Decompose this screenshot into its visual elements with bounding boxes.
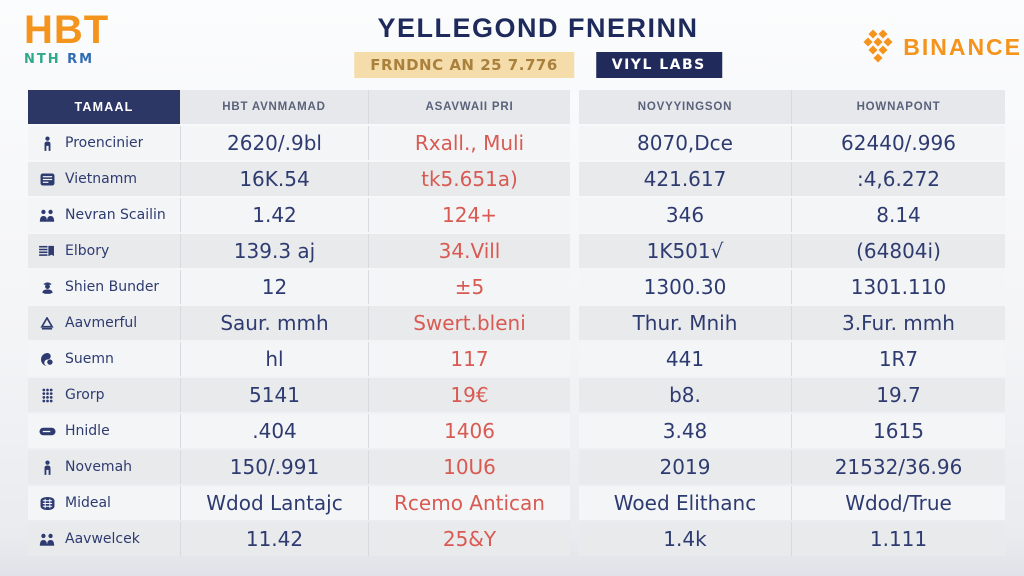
row-label-cell [28,306,180,340]
value-cell: Woed Elithanc [579,486,791,520]
row-label-cell [28,126,180,160]
value-cell-highlight: 117 [368,342,570,376]
value-cell-highlight: Rcemo Antican [368,486,570,520]
dots-grid-icon [38,388,56,403]
row-label-cell [28,234,180,268]
person-icon [38,460,56,475]
page-title: YELLEGOND FNERINN [377,13,699,43]
globe-grid-icon [38,497,56,510]
value-cell: 1R7 [791,342,1005,376]
row-label-cell [28,414,180,448]
scale-icon [38,317,56,330]
binance-logo [861,28,1022,66]
comparison-tables [28,90,1005,556]
value-cell: 2019 [579,450,791,484]
title-block [354,13,722,78]
row-label-cell [28,162,180,196]
value-cell: 441 [579,342,791,376]
value-cell: 3.Fur. mmh [791,306,1005,340]
value-cell: Wdod/True [791,486,1005,520]
value-cell: :4,6.272 [791,162,1005,196]
value-cell: 1.111 [791,522,1005,556]
row-label: Suemn [65,351,114,367]
value-cell: 346 [579,198,791,232]
value-cell: 11.42 [180,522,368,556]
column-header-asavwaii-pri: ASAVWAII PRI [368,90,570,124]
binance-diamond-icon [861,28,895,66]
value-cell: 1.42 [180,198,368,232]
value-cell: 139.3 aj [180,234,368,268]
column-header-hbt-avnmamad: HBT AVNMAMAD [180,90,368,124]
row-label-cell [28,450,180,484]
value-cell: 1.4k [579,522,791,556]
row-label: Novemah [65,459,133,475]
column-header-novyyingson: NOVYYINGSON [579,90,791,124]
value-cell: 1615 [791,414,1005,448]
value-cell-highlight: 34.Vill [368,234,570,268]
value-cell: 8.14 [791,198,1005,232]
card-icon [38,173,56,186]
row-label: Aavmerful [65,315,138,331]
binance-logo-text: BINANCE [903,33,1022,60]
person-icon [38,136,56,151]
row-label: Shien Bunder [65,279,160,295]
column-header-hownapont: HOWNAPONT [791,90,1005,124]
value-cell-highlight: tk5.651a) [368,162,570,196]
value-cell: 1301.110 [791,270,1005,304]
value-cell: 8070,Dce [579,126,791,160]
value-cell-highlight: 19€ [368,378,570,412]
right-table [579,90,1005,556]
row-label-cell [28,486,180,520]
hbt-logo-subtext-teal: NTH [24,52,68,67]
badge-row [354,52,722,78]
people-icon [38,533,56,546]
left-table [28,90,570,556]
row-label: Grorp [65,387,105,403]
value-cell: 150/.991 [180,450,368,484]
value-cell: 19.7 [791,378,1005,412]
row-label-cell [28,342,180,376]
bust-icon [38,281,56,294]
value-cell-highlight: 124+ [368,198,570,232]
people-icon [38,209,56,222]
value-cell: hl [180,342,368,376]
value-cell-highlight: ±5 [368,270,570,304]
value-cell: 2620/.9bl [180,126,368,160]
value-cell: 16K.54 [180,162,368,196]
value-cell: 421.617 [579,162,791,196]
hbt-logo [24,10,109,66]
value-cell: 12 [180,270,368,304]
hbt-logo-text: HBT [24,8,110,52]
value-cell: .404 [180,414,368,448]
row-label: Nevran Scailin [65,207,166,223]
value-cell: 5141 [180,378,368,412]
row-label: Hnidle [65,423,110,439]
row-label-cell [28,198,180,232]
hbt-logo-subtext [24,53,109,66]
value-cell: 3.48 [579,414,791,448]
row-label: Aavwelcek [65,531,140,547]
row-label-cell [28,378,180,412]
value-cell: Wdod Lantajc [180,486,368,520]
globe-icon [38,353,56,366]
row-label: Elbory [65,243,110,259]
value-cell: (64804i) [791,234,1005,268]
value-cell: 1K501√ [579,234,791,268]
value-cell: b8. [579,378,791,412]
value-cell-highlight: Swert.bleni [368,306,570,340]
value-cell: 21532/36.96 [791,450,1005,484]
value-cell: 62440/.996 [791,126,1005,160]
hbt-logo-subtext-blue: RM [67,52,95,67]
row-label-cell [28,522,180,556]
value-cell: Saur. mmh [180,306,368,340]
row-label: Mideal [65,495,111,511]
labs-badge: VIYL LABS [596,52,722,78]
value-cell: Thur. Mnih [579,306,791,340]
pill-icon [38,427,56,436]
funding-badge: FRNDNC AN 25 7.776 [354,52,574,78]
value-cell: 1300.30 [579,270,791,304]
value-cell-highlight: 1406 [368,414,570,448]
row-label: Vietnamm [65,171,137,187]
row-label: Proencinier [65,135,144,151]
column-header-tamaal: TAMAAL [28,90,180,124]
row-label-cell [28,270,180,304]
value-cell-highlight: 10U6 [368,450,570,484]
value-cell-highlight: 25&Y [368,522,570,556]
value-cell-highlight: Rxall., Muli [368,126,570,160]
document-icon [38,245,56,258]
